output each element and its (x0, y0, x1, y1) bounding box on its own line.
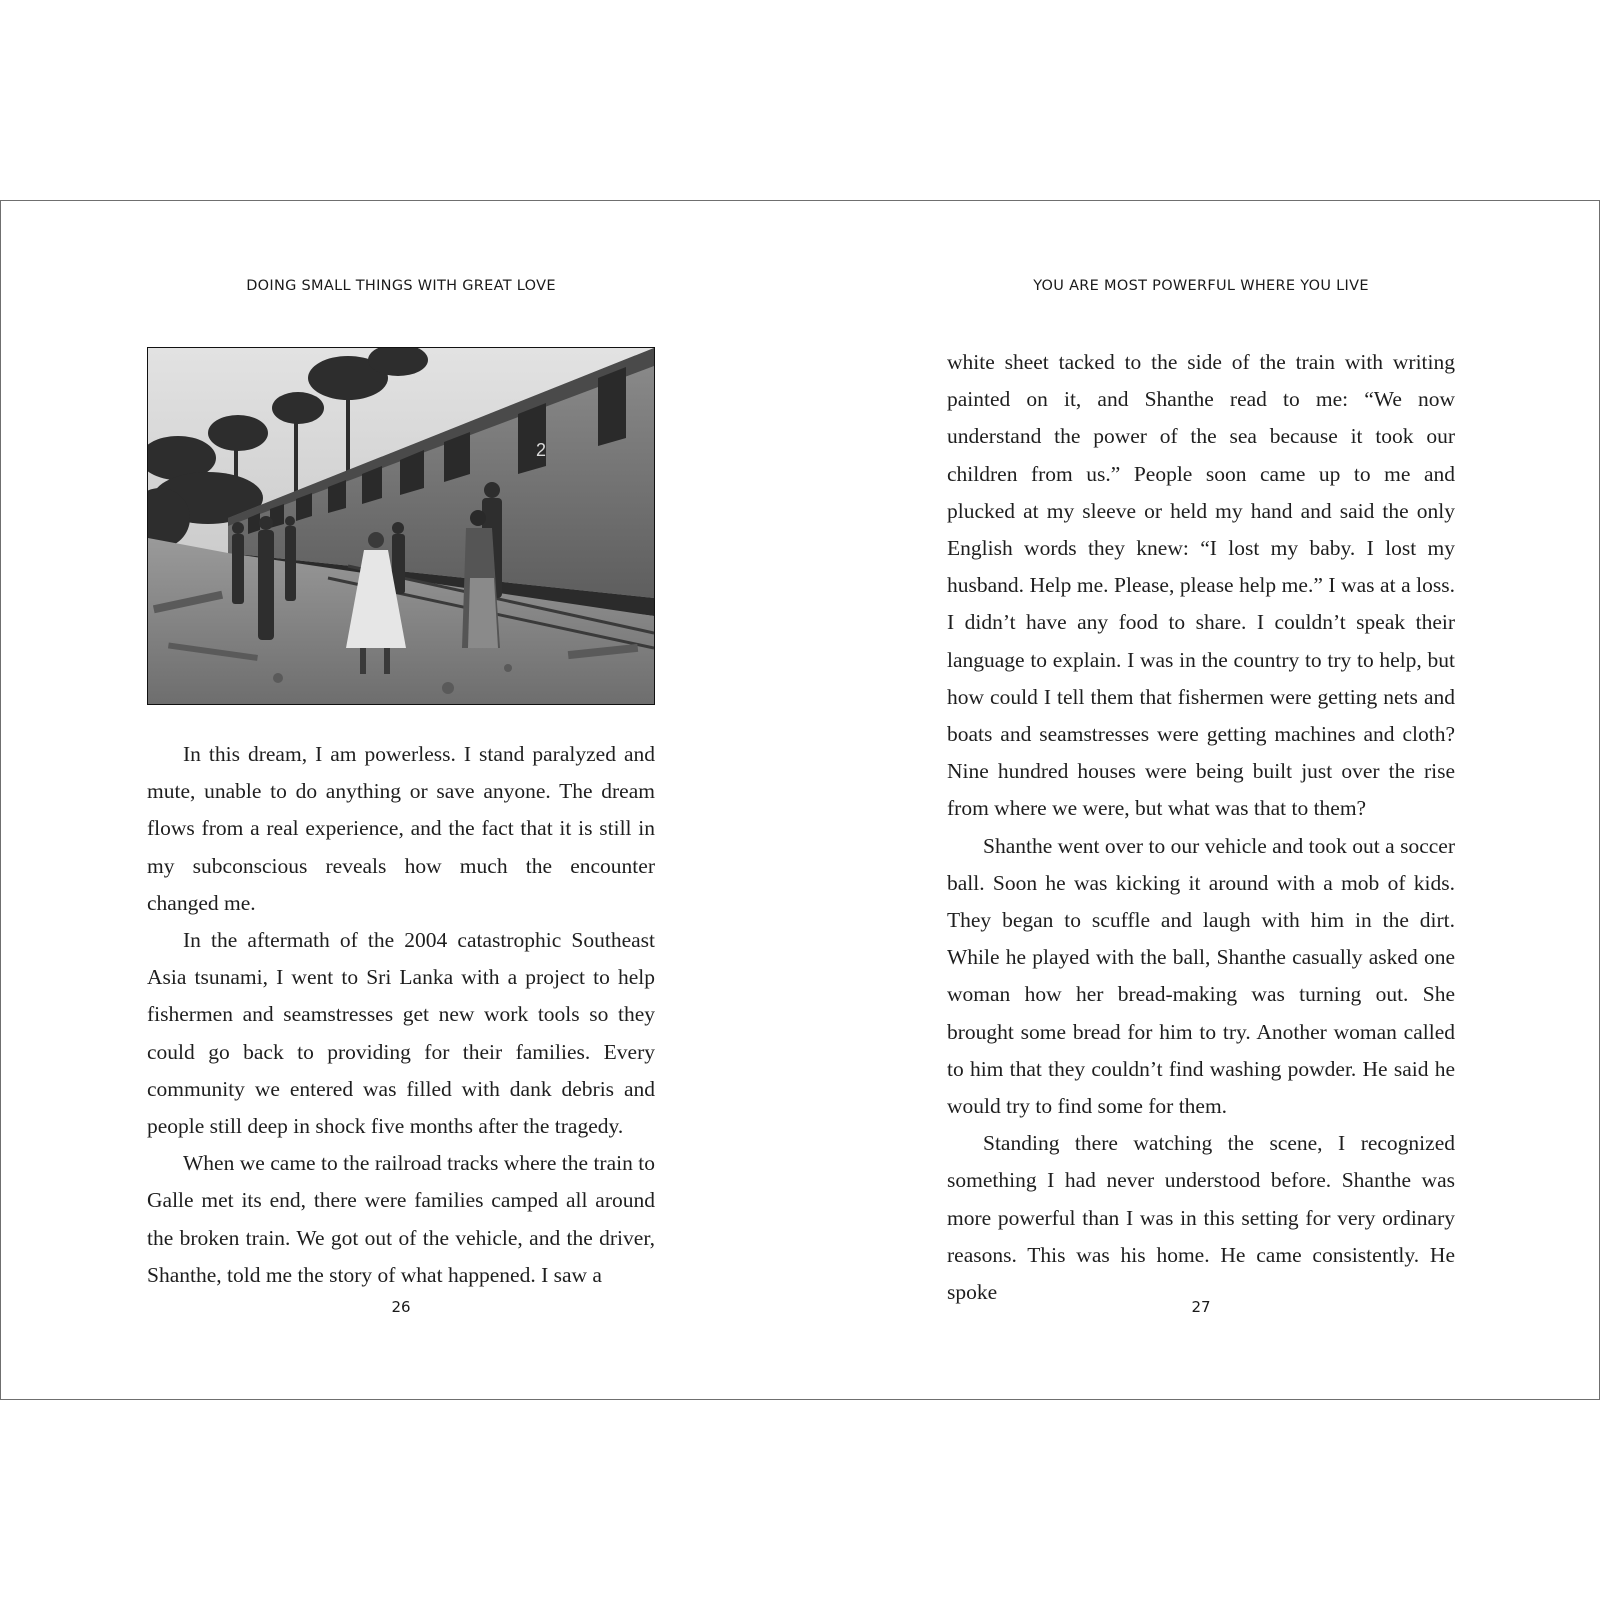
right-running-head: YOU ARE MOST POWERFUL WHERE YOU LIVE (1033, 278, 1369, 294)
book-spread (0, 200, 1600, 1400)
right-page-number: 27 (1191, 1298, 1211, 1316)
right-paragraph-2: Shanthe went over to our vehicle and took out a soccer ball. Soon he was kicking it around with a mob of kids. They began to scuffle and laugh with him in the dirt. While he played with the ball, Shanthe casually asked one woman how her bread-making was turning out. She brought some bread for him to try. Another woman called to him that they couldn’t find washing powder. He said he would try to find some for them. (947, 833, 1455, 1119)
left-running-head: DOING SMALL THINGS WITH GREAT LOVE (246, 278, 556, 294)
left-page-body (147, 736, 655, 1294)
right-paragraph-1: white sheet tacked to the side of the train with writing painted on it, and Shanthe read to me: “We now understand the power of the sea because it took our children from us.” People soon came up to me and plucked at my sleeve or held my hand and said the only English words they knew: “I lost my baby. I lost my husband. Help me. Please, please help me.” I was at a loss. I didn’t have any food to share. I couldn’t speak their language to explain. I was in the country to try to help, but how could I tell them that fishermen were getting nets and boats and seamstresses were getting machines and cloth? Nine hundred houses were being built just over the rise from where we were, but what was that to them? (947, 350, 1455, 821)
left-paragraph-3: When we came to the railroad tracks where the train to Galle met its end, there were families camped all around the broken train. We got out of the vehicle, and the driver, Shanthe, told me the story of what happened. I saw a (147, 1151, 655, 1287)
tsunami-train-photo (147, 347, 655, 705)
right-paragraph-3: Standing there watching the scene, I recognized something I had never understood before. Shanthe was more powerful than I was in this setting for very ordinary reasons. This was his home. He came consistently. He spoke (947, 1131, 1455, 1305)
left-paragraph-1: In this dream, I am powerless. I stand paralyzed and mute, unable to do anything or save anyone. The dream flows from a real experience, and the fact that it is still in my subconscious reveals how much the encounter changed me. (147, 742, 655, 915)
left-page-number: 26 (391, 1298, 411, 1316)
left-paragraph-2: In the aftermath of the 2004 catastrophic Southeast Asia tsunami, I went to Sri Lanka with a project to help fishermen and seamstresses get new work tools so they could go back to providing for their families. Every community we entered was filled with dank debris and people still deep in shock five months after the tragedy. (147, 928, 655, 1139)
car-number: 2 (536, 440, 547, 460)
right-page-body (947, 344, 1455, 1311)
